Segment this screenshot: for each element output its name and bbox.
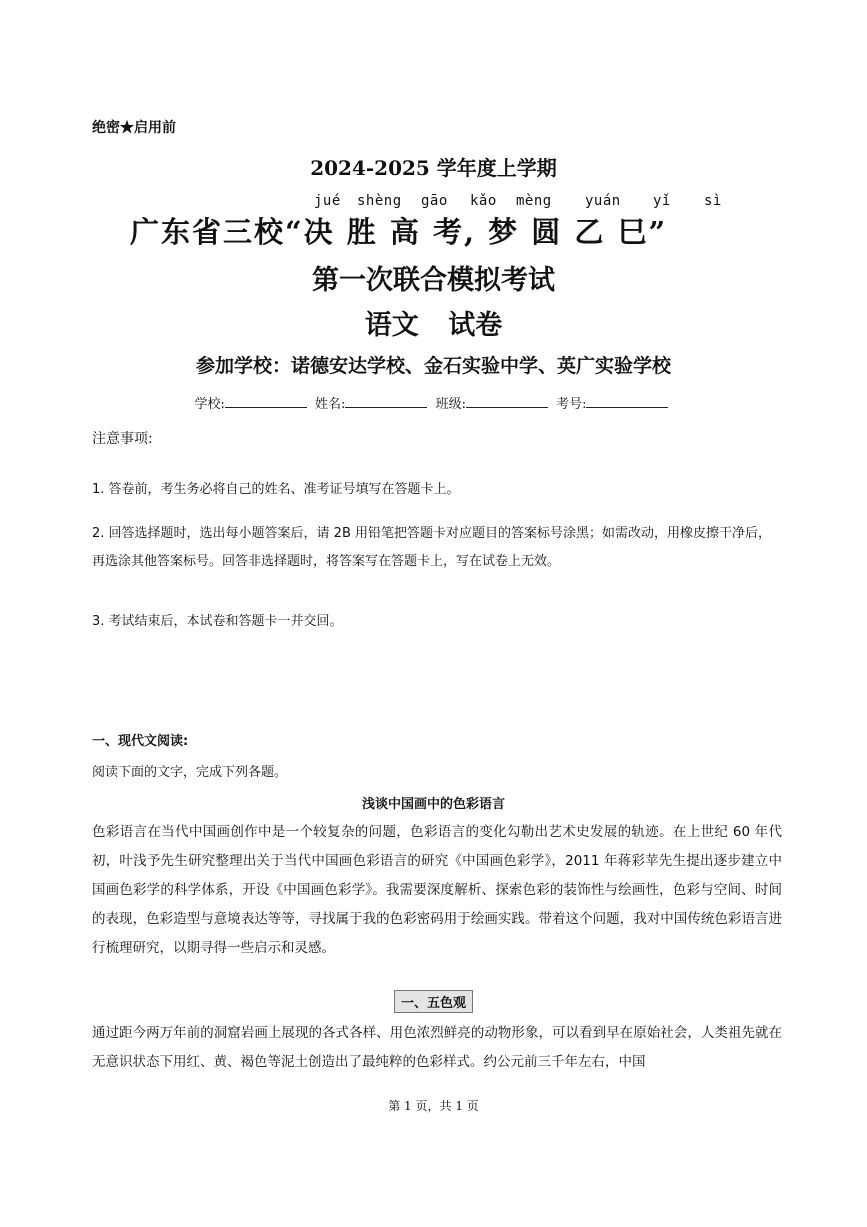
- student-info-row: [0, 393, 867, 412]
- pinyin-7: yǐ: [653, 193, 671, 209]
- paper-subject: 语文 试卷: [364, 310, 503, 341]
- pinyin-5: mèng: [516, 193, 552, 209]
- notice-item-1: 1. 答卷前，考生务必将自己的姓名、准考证号填写在答题卡上。: [92, 482, 460, 497]
- class-blank[interactable]: [466, 395, 548, 408]
- confidential-label: 绝密★启用前: [92, 120, 176, 136]
- school-blank[interactable]: [225, 395, 307, 408]
- exam-number-blank[interactable]: [586, 395, 668, 408]
- pinyin-2: shèng: [357, 193, 402, 209]
- school-label: 学校:: [194, 397, 225, 412]
- section-heading: 一、现代文阅读:: [92, 734, 189, 749]
- page-footer: 第 1 页，共 1 页: [388, 1099, 479, 1113]
- pinyin-4: kǎo: [470, 193, 497, 209]
- class-label: 班级:: [435, 397, 466, 412]
- notice-item-2: 2. 回答选择题时，选出每小题答案后，请 2B 用铅笔把答题卡对应题目的答案标号涂黑；如需改动，用橡皮擦干净后，再选涂其他答案标号。回答非选择题时，将答案写在答题卡上，写在试卷上无效。: [92, 526, 771, 569]
- name-label: 姓名:: [315, 397, 346, 412]
- exam-title: 广东省三校“决 胜 高 考, 梦 圆 乙 巳”: [130, 215, 668, 249]
- notice-item-3: 3. 考试结束后，本试卷和答题卡一并交回。: [92, 614, 343, 629]
- article-paragraph-2: 通过距今两万年前的洞窟岩画上展现的各式各样、用色浓烈鲜亮的动物形象，可以看到早在原始社会，人类祖先就在无意识状态下用红、黄、褐色等泥土创造出了最纯粹的色彩样式。约公元前三千年左右，中国: [92, 1025, 782, 1070]
- notice-heading: 注意事项:: [92, 431, 153, 447]
- pinyin-8: sì: [704, 193, 722, 209]
- article-title: 浅谈中国画中的色彩语言: [361, 797, 505, 812]
- exam-number-label: 考号:: [556, 397, 587, 412]
- pinyin-1: jué: [314, 193, 341, 209]
- participating-schools: 参加学校：诺德安达学校、金石实验中学、英广实验学校: [195, 355, 671, 377]
- article-paragraph-1: 色彩语言在当代中国画创作中是一个较复杂的问题，色彩语言的变化勾勒出艺术史发展的轨迹。在上世纪 60 年代初，叶浅予先生研究整理出关于当代中国画色彩语言的研究《中国画色彩学》，2011 年蒋彩苹先生提出逐步建立中国画色彩学的科学体系，开设《中国画色彩学》。我需要深度解析、探索色彩的装饰性与绘画性，色彩与空间、时间的表现，色彩造型与意境表达等等，寻找属于我的色彩密码用于绘画实践。带着这个问题，我对中国传统色彩语言进行梳理研究，以期寻得一些启示和灵感。: [92, 824, 782, 956]
- article-subheading: 一、五色观: [394, 990, 473, 1013]
- section-instruction: 阅读下面的文字，完成下列各题。: [92, 765, 288, 780]
- pinyin-6: yuán: [585, 193, 621, 209]
- school-year: 2024-2025 学年度上学期: [310, 156, 557, 180]
- exam-subtitle: 第一次联合模拟考试: [312, 265, 555, 296]
- subheading-container: [0, 990, 867, 1013]
- name-blank[interactable]: [345, 395, 427, 408]
- pinyin-3: gāo: [421, 193, 448, 209]
